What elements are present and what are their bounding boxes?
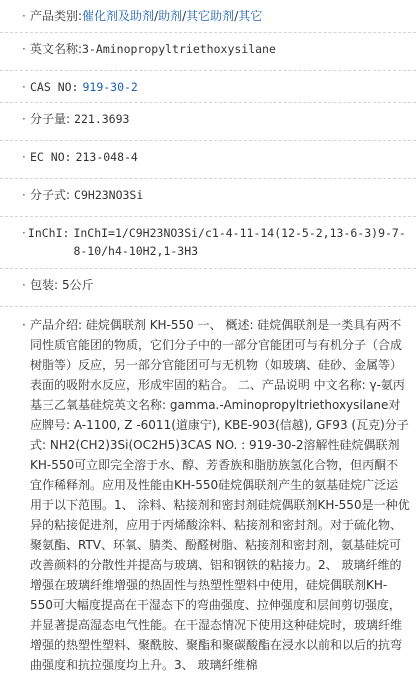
bullet: · [22,226,26,240]
category-link-catalyst[interactable]: 催化剂及助剂 [82,9,155,23]
row-package [0,269,416,307]
bullet: · [22,278,26,292]
product-description [0,307,416,675]
bullet: · [22,112,26,126]
row-label: EC NO: [30,150,72,164]
bullet: · [22,42,26,56]
english-name-value: 3-Aminopropyltriethoxysilane [82,42,276,56]
row-label: 包装: [30,278,59,292]
molecular-weight-value: 221.3693 [74,112,130,126]
bullet: · [22,318,26,332]
category-link-other[interactable]: 其它 [238,9,263,23]
row-label: 分子式: [30,188,71,202]
category-link-aux[interactable]: 助剂 [158,9,183,23]
ec-number-value: 213-048-4 [75,150,138,164]
description-text: 硅烷偶联剂 KH-550 一、 概述: 硅烷偶联剂是一类具有两不同性质官能团的物质，它们分子中的一部分官能团可与有机分子（合成树脂等）反应，另一部分官能团可与无机物（如玻璃、硅砂、金属等）表面的吸附水反应，形成牢固的粘合。 二、产品说明 中文名称: γ-氨丙基三乙氧基硅烷英文名称: gamma.-Aminopropyltriethoxysilane对应牌号: A-1100, Z -6011(道康宁), KBE-903(信越), GF93 (瓦克)分子式: NH2(CH2)3Si(OC2H5)3CAS NO. : 919-30-2溶解性硅烷偶联剂KH-550可立即完全溶于水、醇、芳香族和脂肪族氢化合物，但丙酮不宜作稀释剂。应用及性能由KH-550硅烷偶联剂产生的氨基硅烷广泛运用于以下范围。1、 涂料、粘接剂和密封剂硅烷偶联剂KH-550是一种优异的粘接促进剂，应用于丙烯酸涂料、粘接剂和密封剂。对于硫化物、聚氨酯、RTV、环氧、腈类、酚醛树脂、粘接剂和密封剂，氨基硅烷可改善颜料的分散性并提高与玻璃、铝和钢铁的粘接力。2、 玻璃纤维的增强在玻璃纤维增强的热固性与热塑性塑料中使用，硅烷偶联剂KH-550可大幅度提高在干湿态下的弯曲强度、拉伸强度和层间剪切强度，并显著提高湿态电气性能。在干湿态情况下使用这种硅烷时，玻璃纤维增强的热塑性塑料、聚酰胺、聚酯和聚碳酸酯在浸水以前和以后的抗弯曲强度和抗拉强度均上升。3、 玻璃纤维棉 [30,318,410,672]
separator: / [182,9,187,23]
category-link-other-aux[interactable]: 其它助剂 [186,9,235,23]
category-links [82,7,262,25]
separator: / [234,9,239,23]
row-formula [0,179,416,217]
row-label: InChI: [27,226,70,240]
inchi-value: InChI=1/C9H23NO3Si/c1-4-11-14(12-5-2,13-6-3)9-7-8-10/h4-10H2,1-3H3 [73,226,406,258]
separator: / [154,9,159,23]
row-category [0,0,416,33]
row-inchi [0,217,416,269]
row-english-name [0,33,416,71]
package-value: 5公斤 [62,278,94,292]
row-ec-number [0,141,416,179]
row-label: 英文名称: [30,42,83,56]
bullet: · [22,9,26,23]
row-label: 分子量: [30,112,71,126]
row-cas [0,71,416,103]
bullet: · [22,80,26,94]
row-molecular-weight [0,103,416,141]
bullet: · [22,150,26,164]
description-label: 产品介绍: [30,318,83,332]
description-paragraph [30,315,410,675]
cas-link[interactable]: 919-30-2 [82,80,138,94]
bullet: · [22,188,26,202]
row-label: 产品类别: [30,9,83,23]
row-label: CAS NO: [30,80,79,94]
formula-value: C9H23NO3Si [74,188,144,202]
